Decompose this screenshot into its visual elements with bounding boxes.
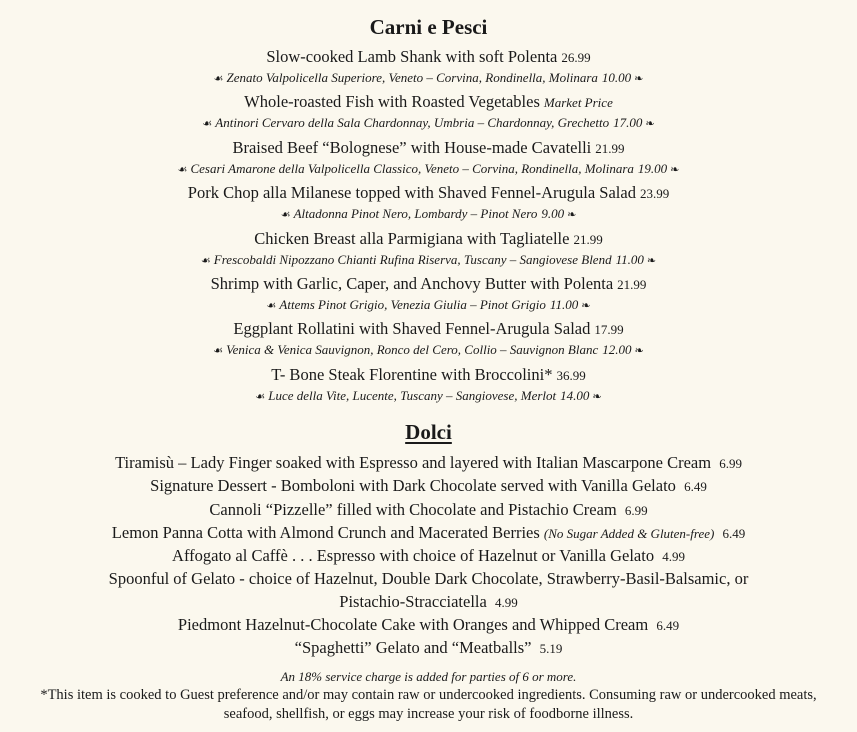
wine-pairing: Attems Pinot Grigio, Venezia Giulia – Pinot Grigio (279, 296, 546, 312)
wine-pairing: Luce della Vite, Lucente, Tuscany – Sangiovese, Merlot (268, 387, 557, 403)
dish-price: 26.99 (561, 50, 591, 65)
dish-price: 21.99 (617, 276, 647, 292)
wine-price: 19.00 (637, 160, 668, 176)
dessert-item (0, 545, 857, 568)
dish-price: 21.99 (595, 140, 625, 156)
leaf-ornament-icon: ☙ (177, 163, 188, 176)
section-title-carni: Carni e Pesci (369, 15, 488, 39)
wine-price: 9.00 (541, 206, 565, 222)
dessert-price: 4.99 (662, 549, 685, 565)
leaf-ornament-icon: ☙ (202, 118, 213, 131)
dessert-list (0, 452, 857, 661)
dessert-price: 6.49 (722, 525, 746, 541)
dish-price: Market Price (543, 95, 613, 111)
dessert-note: (No Sugar Added & Gluten-free) (543, 525, 715, 541)
leaf-ornament-icon: ☙ (280, 209, 291, 222)
dessert-item (0, 452, 857, 475)
menu-item (0, 46, 857, 91)
wine-pairing: Zenato Valpolicella Superiore, Veneto – Corvina, Rondinella, Molinara (226, 70, 598, 85)
dessert-name: Affogato al Caffè . . . Espresso with choice of Hazelnut or Vanilla Gelato (172, 546, 655, 566)
leaf-ornament-icon: ☙ (213, 345, 224, 358)
wine-pairing: Venica & Venica Sauvignon, Ronco del Cero, Collio – Sauvignon Blanc (226, 342, 599, 358)
wine-price: 10.00 (601, 70, 632, 85)
dish-name: Braised Beef “Bolognese” with House-made Cavatelli (232, 137, 592, 157)
leaf-ornament-icon: ❧ (645, 118, 655, 131)
leaf-ornament-icon: ❧ (567, 209, 577, 222)
leaf-ornament-icon: ☙ (200, 254, 211, 267)
wine-pairing: Altadonna Pinot Nero, Lombardy – Pinot Nero (293, 206, 538, 222)
dish-name: Whole-roasted Fish with Roasted Vegetables (244, 92, 540, 112)
wine-price: 12.00 (602, 342, 632, 358)
menu-item (0, 91, 857, 136)
dessert-item (0, 568, 857, 614)
dish-price: 21.99 (573, 231, 603, 247)
leaf-ornament-icon: ❧ (592, 390, 602, 403)
dessert-name: Spoonful of Gelato - choice of Hazelnut, Double Dark Chocolate, Strawberry-Basil-Balsamic, or (108, 569, 749, 589)
service-charge-note: An 18% service charge is added for parties of 6 or more. (280, 669, 577, 684)
dessert-price: 4.99 (494, 594, 518, 610)
dish-price: 17.99 (594, 322, 624, 338)
wine-price: 11.00 (615, 251, 644, 267)
menu-footer (0, 668, 857, 724)
dessert-name: Tiramisù – Lady Finger soaked with Espresso and layered with Italian Mascarpone Cream (115, 453, 712, 472)
dessert-name: “Spaghetti” Gelato and “Meatballs” (294, 638, 532, 658)
dish-name: T- Bone Steak Florentine with Broccolini* (271, 364, 553, 384)
leaf-ornament-icon: ❧ (670, 163, 680, 176)
dish-name: Slow-cooked Lamb Shank with soft Polenta (266, 47, 558, 66)
menu-item (0, 318, 857, 363)
dessert-name: Piedmont Hazelnut-Chocolate Cake with Oranges and Whipped Cream (177, 615, 649, 635)
health-disclaimer: *This item is cooked to Guest preference and/or may contain raw or undercooked ingredients. Consuming raw or undercooked meats, seafood, shellfish, or eggs may increase your risk of foodborne illness. (40, 687, 817, 722)
leaf-ornament-icon: ❧ (646, 254, 657, 267)
menu-item (0, 228, 857, 273)
entree-list (0, 46, 857, 409)
wine-price: 17.00 (613, 115, 643, 131)
dessert-price: 5.19 (539, 641, 563, 657)
leaf-ornament-icon: ❧ (581, 299, 591, 312)
dessert-price: 6.99 (624, 502, 648, 518)
menu-item (0, 137, 857, 182)
wine-pairing: Frescobaldi Nipozzano Chianti Rufina Riserva, Tuscany – Sangiovese Blend (213, 251, 612, 267)
leaf-ornament-icon: ❧ (634, 73, 644, 85)
leaf-ornament-icon: ☙ (255, 390, 266, 403)
dessert-item (0, 499, 857, 522)
dessert-item (0, 637, 857, 660)
dessert-name: Lemon Panna Cotta with Almond Crunch and Macerated Berries (111, 522, 540, 542)
leaf-ornament-icon: ❧ (634, 345, 644, 358)
menu-item (0, 364, 857, 409)
menu-item (0, 273, 857, 318)
wine-pairing: Cesari Amarone della Valpolicella Classico, Veneto – Corvina, Rondinella, Molinara (190, 160, 634, 176)
dish-name: Chicken Breast alla Parmigiana with Tagliatelle (254, 228, 570, 248)
dessert-name: Signature Dessert - Bomboloni with Dark Chocolate served with Vanilla Gelato (150, 476, 676, 496)
section-title-dolci: Dolci (405, 420, 452, 444)
dessert-name: Cannoli “Pizzelle” filled with Chocolate and Pistachio Cream (209, 499, 617, 519)
dessert-price: 6.99 (719, 456, 742, 471)
leaf-ornament-icon: ☙ (213, 73, 224, 85)
dessert-price: 6.49 (656, 618, 680, 634)
leaf-ornament-icon: ☙ (266, 299, 277, 312)
menu-item (0, 182, 857, 227)
dish-name: Eggplant Rollatini with Shaved Fennel-Arugula Salad (233, 319, 591, 339)
wine-pairing: Antinori Cervaro della Sala Chardonnay, Umbria – Chardonnay, Grechetto (215, 115, 610, 131)
dessert-item (0, 475, 857, 498)
wine-price: 14.00 (560, 387, 590, 403)
dish-name: Shrimp with Garlic, Caper, and Anchovy Butter with Polenta (210, 273, 614, 293)
dish-name: Pork Chop alla Milanese topped with Shaved Fennel-Arugula Salad (187, 183, 636, 203)
dessert-item (0, 614, 857, 637)
dessert-price: 6.49 (684, 479, 707, 495)
dessert-name-continued: Pistachio-Stracciatella (339, 591, 487, 611)
dish-price: 23.99 (639, 186, 670, 202)
wine-price: 11.00 (549, 296, 579, 312)
dish-price: 36.99 (556, 367, 586, 383)
dessert-item (0, 522, 857, 545)
